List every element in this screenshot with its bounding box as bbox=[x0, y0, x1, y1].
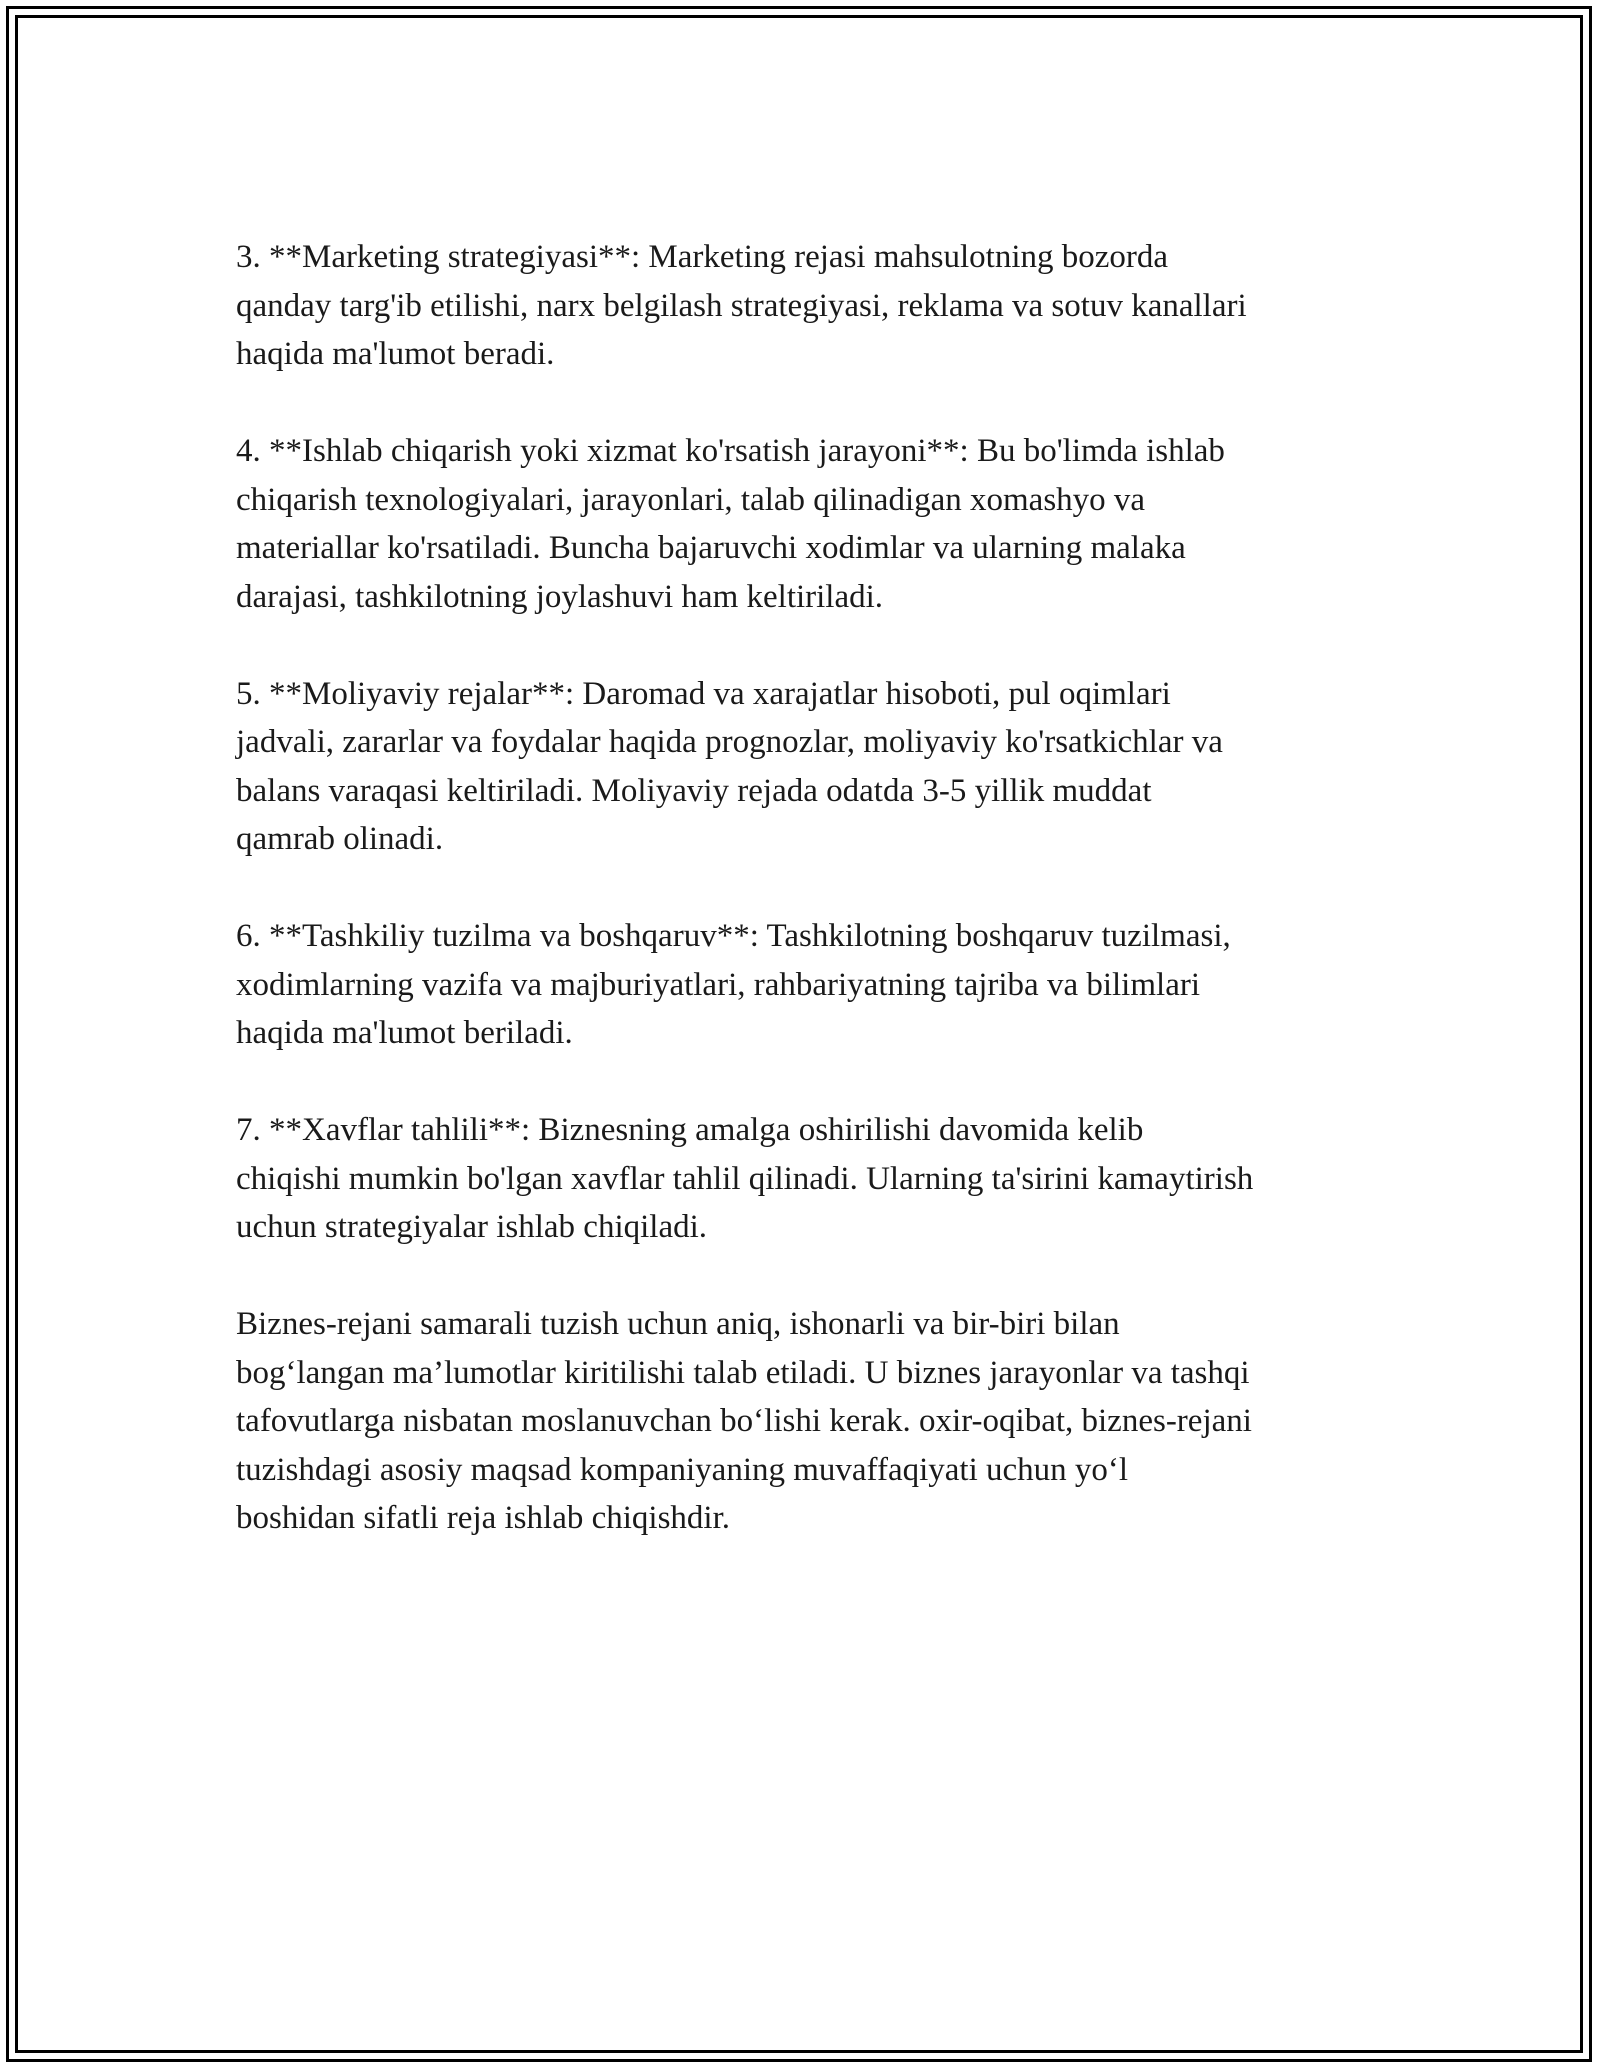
text-line: 5. **Moliyaviy rejalar**: Daromad va xarajatlar hisoboti, pul oqimlari bbox=[236, 675, 1171, 712]
text-line: uchun strategiyalar ishlab chiqiladi. bbox=[236, 1209, 708, 1245]
text-line: chiqishi mumkin bo'lgan xavflar tahlil qilinadi. Ularning ta'sirini kamaytirish bbox=[236, 1160, 1254, 1197]
paragraph-organizational-structure bbox=[236, 912, 1376, 1058]
text-line: boshidan sifatli reja ishlab chiqishdir. bbox=[236, 1500, 731, 1536]
document-body bbox=[236, 233, 1376, 1543]
text-line: 3. **Marketing strategiyasi**: Marketing rejasi mahsulotning bozorda bbox=[236, 239, 1169, 275]
text-line: chiqarish texnologiyalari, jarayonlari, talab qilinadigan xomashyo va bbox=[236, 481, 1146, 518]
paragraph-production-process bbox=[236, 427, 1376, 621]
text-line: qamrab olinadi. bbox=[236, 821, 444, 857]
text-line: darajasi, tashkilotning joylashuvi ham keltiriladi. bbox=[236, 578, 884, 615]
text-line: materiallar ko'rsatiladi. Buncha bajaruvchi xodimlar va ularning malaka bbox=[236, 530, 1186, 566]
text-line: haqida ma'lumot beradi. bbox=[236, 336, 555, 372]
paragraph-conclusion bbox=[236, 1300, 1376, 1543]
text-line: balans varaqasi keltiriladi. Moliyaviy rejada odatda 3-5 yillik muddat bbox=[236, 772, 1152, 809]
text-line: qanday targ'ib etilishi, narx belgilash strategiyasi, reklama va sotuv kanallari bbox=[236, 287, 1247, 324]
text-line: tuzishdagi asosiy maqsad kompaniyaning muvaffaqiyati uchun yo‘l bbox=[236, 1451, 1129, 1488]
text-line: 4. **Ishlab chiqarish yoki xizmat ko'rsatish jarayoni**: Bu bo'limda ishlab bbox=[236, 433, 1225, 469]
text-line: 6. **Tashkiliy tuzilma va boshqaruv**: Tashkilotning boshqaruv tuzilmasi, bbox=[236, 918, 1231, 954]
paragraph-financial-plans bbox=[236, 670, 1376, 864]
paragraph-risk-analysis bbox=[236, 1106, 1376, 1252]
text-line: tafovutlarga nisbatan moslanuvchan bo‘lishi kerak. oxir-oqibat, biznes-rejani bbox=[236, 1403, 1252, 1439]
text-line: jadvali, zararlar va foydalar haqida prognozlar, moliyaviy ko'rsatkichlar va bbox=[236, 724, 1223, 760]
text-line: 7. **Xavflar tahlili**: Biznesning amalga oshirilishi davomida kelib bbox=[236, 1112, 1144, 1148]
text-line: xodimlarning vazifa va majburiyatlari, rahbariyatning tajriba va bilimlari bbox=[236, 966, 1200, 1003]
text-line: bog‘langan ma’lumotlar kiritilishi talab etiladi. U biznes jarayonlar va tashqi bbox=[236, 1354, 1250, 1391]
text-line: Biznes-rejani samarali tuzish uchun aniq, ishonarli va bir-biri bilan bbox=[236, 1306, 1120, 1342]
paragraph-marketing-strategy bbox=[236, 233, 1376, 379]
text-line: haqida ma'lumot beriladi. bbox=[236, 1015, 573, 1051]
